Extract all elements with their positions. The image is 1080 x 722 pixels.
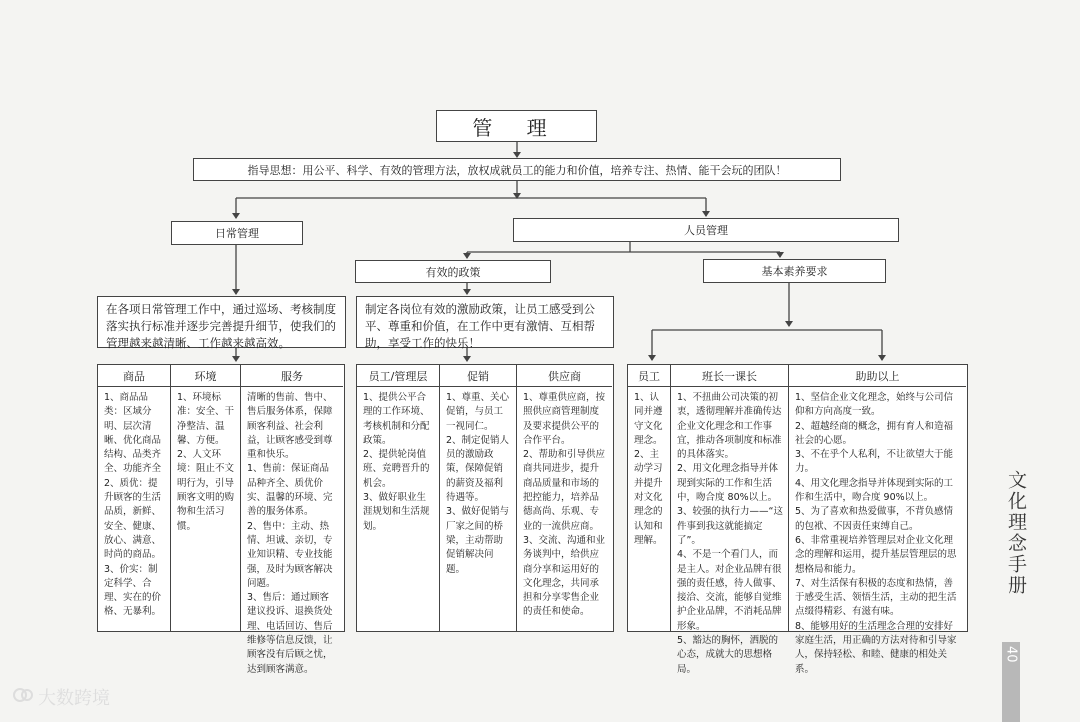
column-suppliers <box>516 365 612 631</box>
people-management-node: 人员管理 <box>513 218 899 242</box>
column-header: 服务 <box>241 365 343 387</box>
column-header: 员工 <box>628 365 670 387</box>
column-header: 班长一课长 <box>671 365 788 387</box>
column-content: 1、提供公平合理的工作环境、考核机制和分配政策。 2、提供轮岗值班、竞聘晋升的机会。 3、做好职业生涯规划和生活规划。 <box>363 392 430 532</box>
basic-quality-node: 基本素养要求 <box>703 259 886 283</box>
column-header: 促销 <box>440 365 516 387</box>
page-number: 40 <box>1003 646 1019 663</box>
column-senior-staff <box>788 365 966 675</box>
column-content: 1、环境标准：安全、干净整洁、温馨、方便。 2、人文环境：阻止不文明行为，引导顾客文明的购物和生活习惯。 <box>177 392 235 532</box>
effective-policy-node: 有效的政策 <box>355 260 551 283</box>
column-content: 清晰的售前、售中、售后服务体系，保障顾客利益、社会利益，让顾客感受到尊重和快乐。 1、售前：保证商品品种齐全、质优价实、温馨的环境、完善的服务体系。 2、售中：主动、热情、坦诚、亲切，专业知识精、专业技能强，及时为顾客解决问题。 3、售后：通过顾客建议投诉、退换货处理、电话回访、售后维修等信息反馈，让顾客没有后顾之忧，达到顾客满意。 <box>247 392 333 675</box>
column-content: 1、尊重、关心促销，与员工一视同仁。 2、制定促销人员的激励政策，保障促销的薪资及福利待遇等。 3、做好促销与厂家之间的桥梁，主动帮助促销解决问题。 <box>446 392 510 575</box>
quality-table <box>627 364 968 675</box>
column-staff-management <box>357 365 439 631</box>
column-team-leader <box>670 365 788 675</box>
root-title: 管 理 <box>436 110 597 142</box>
policy-table <box>356 364 614 632</box>
watermark-logo-icon <box>12 686 34 709</box>
column-header: 助助以上 <box>789 365 966 387</box>
column-content: 1、商品品类：区域分明、层次清晰、优化商品结构、品类齐全、功能齐全 2、质优：提升顾客的生活品质，新鲜、安全、健康、放心、满意、时尚的商品。 3、价实：制定科学、合理、实在的价格、无暴利。 <box>104 392 162 618</box>
column-content: 1、不扭曲公司决策的初衷，透彻理解并准确传达企业文化理念和工作事宜，推动各项制度和标准的具体落实。 2、用文化理念指导并体现到实际的工作和生活中，吻合度 80%以上。 3、较强的执行力——“这件事到我这就能搞定了”。 4、不是一个看门人，而是主人。对企业品牌有很强的责任感，待人做事、接洽、交流，能够自觉维护企业品牌，不消耗品牌形象。 5、豁达的胸怀，洒脱的心态，成就大的思想格局。 <box>677 392 783 675</box>
column-content: 1、尊重供应商，按照供应商管理制度及要求提供公平的合作平台。 2、帮助和引导供应商共同进步，提升商品质量和市场的把控能力，培养品德高尚、乐观、专业的一流供应商。 3、交流、沟通和业务谈判中，给供应商分享和运用好的文化理念，共同承担和分享零售企业的责任和使命。 <box>523 392 606 618</box>
column-header: 员工/管理层 <box>357 365 439 387</box>
daily-management-table <box>97 364 345 675</box>
handbook-side-title: 文化理念手册 <box>1005 470 1027 596</box>
column-employee <box>628 365 670 631</box>
daily-management-desc: 在各项日常管理工作中，通过巡场、考核制度落实执行标准并逐步完善提升细节，使我们的管理越来越清晰、工作越来越高效。 <box>97 296 346 348</box>
daily-management-node: 日常管理 <box>171 221 303 245</box>
column-header: 商品 <box>98 365 170 387</box>
guide-principle: 指导思想：用公平、科学、有效的管理方法，放权成就员工的能力和价值，培养专注、热情、能干会玩的团队！ <box>193 158 841 181</box>
effective-policy-desc: 制定各岗位有效的激励政策，让员工感受到公平、尊重和价值，在工作中更有激情、互相帮助，享受工作的快乐！ <box>356 296 614 348</box>
column-header: 环境 <box>171 365 240 387</box>
column-header: 供应商 <box>517 365 612 387</box>
column-service <box>240 365 343 675</box>
column-content: 1、认同并遵守文化理念。 2、主动学习并提升对文化理念的认知和理解。 <box>634 392 663 546</box>
column-goods <box>98 365 170 631</box>
column-promoters <box>439 365 516 631</box>
watermark-text: 大数跨境 <box>38 688 110 709</box>
watermark <box>12 684 110 710</box>
column-content: 1、坚信企业文化理念，始终与公司信仰和方向高度一致。 2、超越经商的概念，拥有育人和造福社会的心愿。 3、不在乎个人私利，不让欲望大于能力。 4、用文化理念指导并体现到实际的工作和生活中，吻合度 90%以上。 5、为了喜欢和热爱做事，不背负感情的包袱、不因责任束缚自己。 6、非常重视培养管理层对企业文化理念的理解和运用，提升基层管理层的思想格局和能力。 7、对生活保有积极的态度和热情，善于感受生活、领悟生活，主动的把生活点缀得精彩、有滋有味。 8、能够用好的生活理念合理的安排好家庭生活，用正确的方法对待和引导家人，保持轻松、和睦、健康的相处关系。 <box>795 392 957 675</box>
column-environment <box>170 365 240 631</box>
